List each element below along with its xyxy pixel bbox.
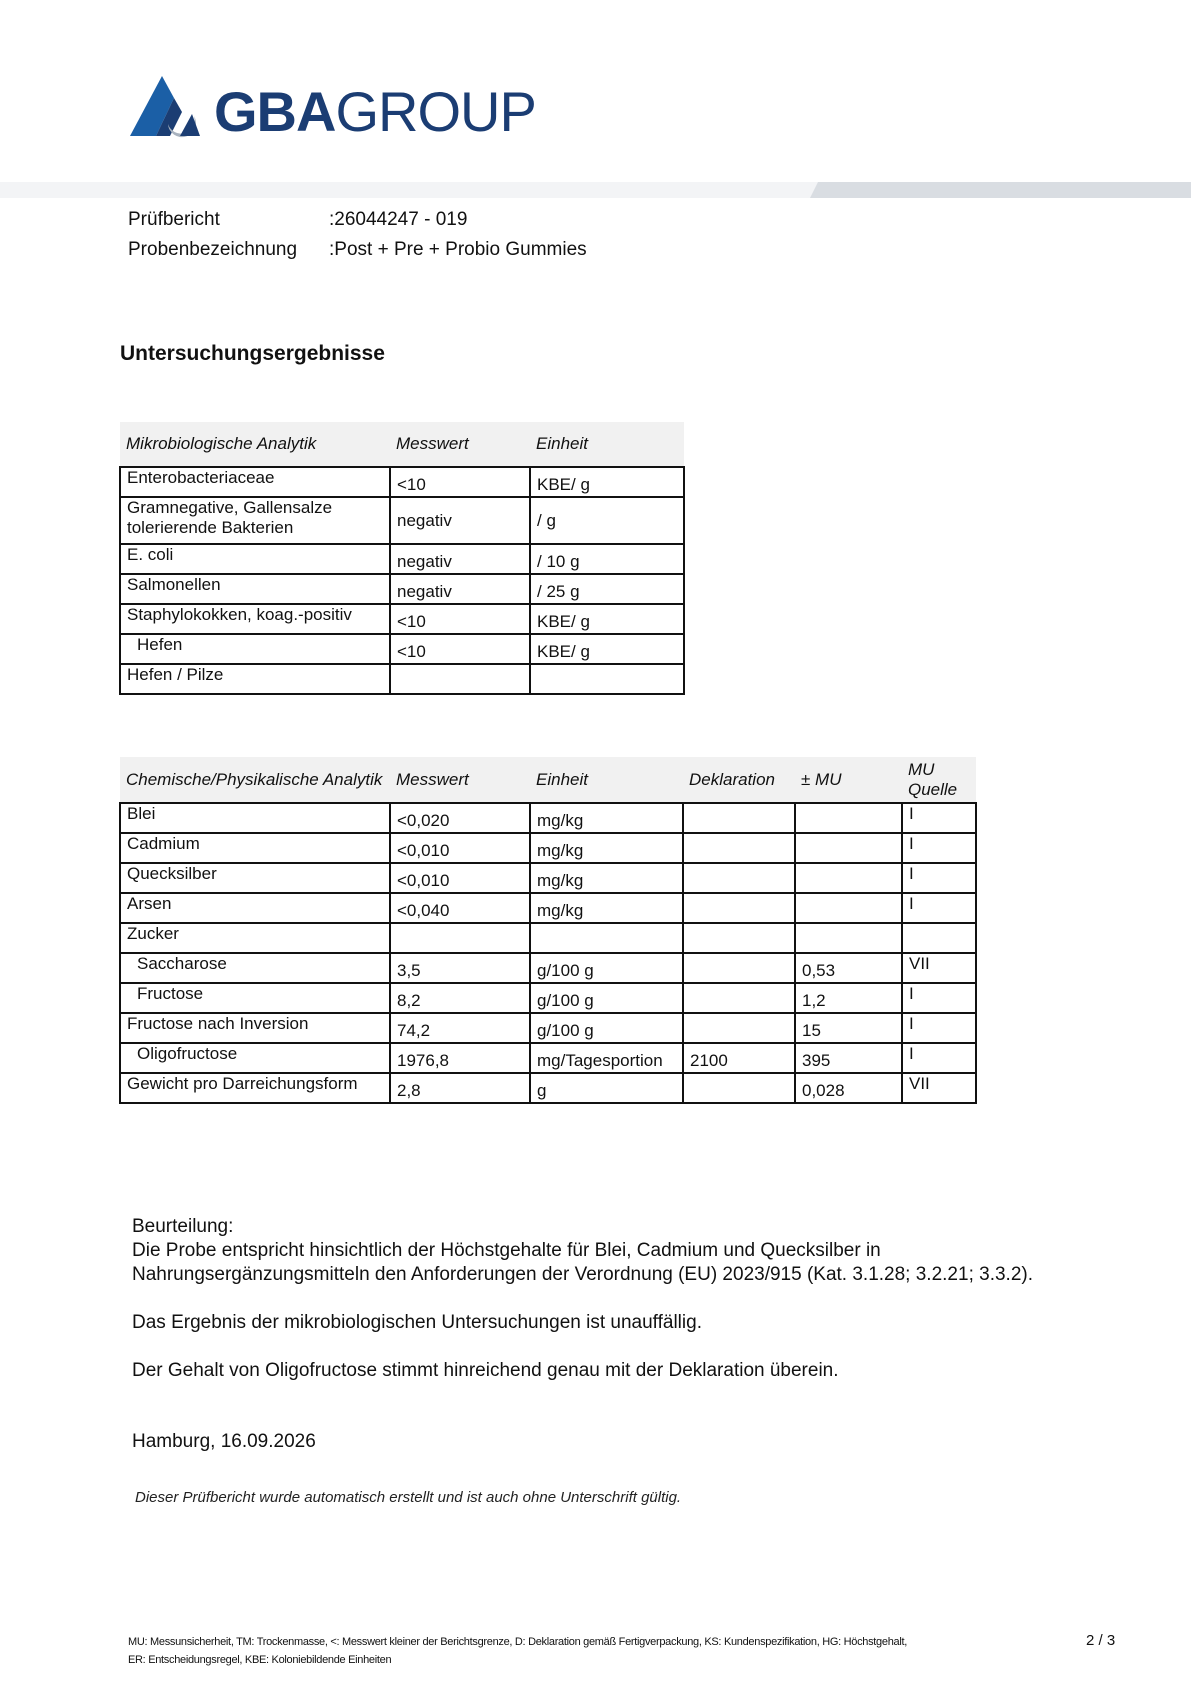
footer-line: MU: Messunsicherheit, TM: Trockenmasse, <: Messwert kleiner der Berichtsgrenze, D: Deklaration gemäß Fertigverpackung, KS: Kundenspezifikation, HG: Höchstgehalt, bbox=[128, 1636, 907, 1648]
chem-mu-source: VII bbox=[902, 1073, 976, 1103]
table-row bbox=[120, 1013, 976, 1043]
micro-unit: KBE/ g bbox=[530, 634, 684, 664]
chem-mu bbox=[795, 803, 902, 833]
chem-header: Chemische/Physikalische Analytik bbox=[120, 757, 390, 803]
micro-header: Mikrobiologische Analytik bbox=[120, 422, 390, 467]
chem-declaration bbox=[683, 893, 795, 923]
micro-header: Messwert bbox=[390, 422, 530, 467]
micro-unit bbox=[530, 664, 684, 694]
chem-value: <0,020 bbox=[390, 803, 530, 833]
table-row bbox=[120, 544, 684, 574]
logo-brand-bold: GBA bbox=[214, 80, 336, 143]
chem-unit: g/100 g bbox=[530, 1013, 683, 1043]
chem-header: Einheit bbox=[530, 757, 683, 803]
chem-mu: 395 bbox=[795, 1043, 902, 1073]
chem-declaration bbox=[683, 833, 795, 863]
micro-analyte: Enterobacteriaceae bbox=[120, 467, 390, 497]
chem-declaration bbox=[683, 923, 795, 953]
report-label: Prüfbericht bbox=[128, 209, 220, 230]
micro-value: negativ bbox=[390, 544, 530, 574]
micro-analyte: Gramnegative, Gallensalze tolerierende Bakterien bbox=[120, 497, 390, 544]
chem-mu bbox=[795, 863, 902, 893]
chem-header: ± MU bbox=[795, 757, 902, 803]
sample-value: :Post + Pre + Probio Gummies bbox=[329, 239, 587, 260]
chem-mu bbox=[795, 923, 902, 953]
chem-declaration bbox=[683, 803, 795, 833]
chem-analyte: Quecksilber bbox=[120, 863, 390, 893]
assessment-paragraph: Der Gehalt von Oligofructose stimmt hinreichend genau mit der Deklaration überein. bbox=[132, 1360, 839, 1381]
chem-mu-source: I bbox=[902, 833, 976, 863]
chem-mu: 0,028 bbox=[795, 1073, 902, 1103]
table-row bbox=[120, 574, 684, 604]
header-band bbox=[0, 182, 1191, 198]
chem-declaration bbox=[683, 953, 795, 983]
assessment-paragraph: Die Probe entspricht hinsichtlich der Höchstgehalte für Blei, Cadmium und Quecksilber in Nahrungsergänzungsmitteln den Anforderungen der Verordnung (EU) 2023/915 (Kat. 3.1.28; 3.2.21; 3.3.2). bbox=[132, 1240, 1033, 1285]
micro-value: negativ bbox=[390, 497, 530, 544]
chem-mu-source: I bbox=[902, 893, 976, 923]
table-row bbox=[120, 497, 684, 544]
chem-header: Deklaration bbox=[683, 757, 795, 803]
auto-generated-note: Dieser Prüfbericht wurde automatisch erstellt und ist auch ohne Unterschrift gültig. bbox=[135, 1489, 682, 1506]
chem-declaration bbox=[683, 1073, 795, 1103]
chem-mu: 1,2 bbox=[795, 983, 902, 1013]
chem-unit: mg/kg bbox=[530, 863, 683, 893]
chem-mu-source: I bbox=[902, 1013, 976, 1043]
chem-value bbox=[390, 923, 530, 953]
table-row bbox=[120, 893, 976, 923]
chem-analyte: Fructose bbox=[120, 983, 390, 1013]
micro-analyte: Hefen / Pilze bbox=[120, 664, 390, 694]
chem-header-row bbox=[120, 757, 976, 803]
table-row bbox=[120, 664, 684, 694]
micro-analyte: Salmonellen bbox=[120, 574, 390, 604]
chem-analyte: Oligofructose bbox=[120, 1043, 390, 1073]
report-value: :26044247 - 019 bbox=[329, 209, 468, 230]
chem-analyte: Arsen bbox=[120, 893, 390, 923]
micro-unit: / g bbox=[530, 497, 684, 544]
micro-value: <10 bbox=[390, 467, 530, 497]
chem-header: MU Quelle bbox=[902, 757, 976, 803]
logo-wordmark bbox=[214, 82, 536, 142]
table-row bbox=[120, 953, 976, 983]
chem-value: 1976,8 bbox=[390, 1043, 530, 1073]
micro-value bbox=[390, 664, 530, 694]
micro-analyte: E. coli bbox=[120, 544, 390, 574]
chem-declaration: 2100 bbox=[683, 1043, 795, 1073]
chem-unit: g bbox=[530, 1073, 683, 1103]
footer-legend bbox=[128, 1633, 988, 1669]
assessment-paragraph: Das Ergebnis der mikrobiologischen Untersuchungen ist unauffällig. bbox=[132, 1312, 702, 1333]
chem-value: <0,040 bbox=[390, 893, 530, 923]
chem-value: 74,2 bbox=[390, 1013, 530, 1043]
logo-brand-light: GROUP bbox=[335, 80, 536, 143]
micro-header-row bbox=[120, 422, 684, 467]
chem-unit: g/100 g bbox=[530, 983, 683, 1013]
chem-analyte: Blei bbox=[120, 803, 390, 833]
chem-value: <0,010 bbox=[390, 863, 530, 893]
chem-value: 2,8 bbox=[390, 1073, 530, 1103]
chem-mu bbox=[795, 833, 902, 863]
chem-mu-source: I bbox=[902, 983, 976, 1013]
table-row bbox=[120, 1073, 976, 1103]
micro-value: <10 bbox=[390, 604, 530, 634]
chem-mu-source: I bbox=[902, 803, 976, 833]
gba-mountain-icon bbox=[130, 76, 210, 138]
sample-label: Probenbezeichnung bbox=[128, 239, 298, 260]
chem-analyte: Gewicht pro Darreichungsform bbox=[120, 1073, 390, 1103]
table-row bbox=[120, 863, 976, 893]
micro-unit: / 10 g bbox=[530, 544, 684, 574]
table-row bbox=[120, 604, 684, 634]
chem-unit bbox=[530, 923, 683, 953]
chem-analyte: Cadmium bbox=[120, 833, 390, 863]
chem-unit: mg/Tagesportion bbox=[530, 1043, 683, 1073]
micro-value: <10 bbox=[390, 634, 530, 664]
table-row bbox=[120, 923, 976, 953]
micro-value: negativ bbox=[390, 574, 530, 604]
chem-unit: g/100 g bbox=[530, 953, 683, 983]
chem-mu: 0,53 bbox=[795, 953, 902, 983]
chem-analyte: Saccharose bbox=[120, 953, 390, 983]
table-row bbox=[120, 634, 684, 664]
chem-mu-source: I bbox=[902, 863, 976, 893]
chem-analyte: Fructose nach Inversion bbox=[120, 1013, 390, 1043]
chem-value: <0,010 bbox=[390, 833, 530, 863]
section-title: Untersuchungsergebnisse bbox=[120, 342, 385, 365]
micro-analyte: Hefen bbox=[120, 634, 390, 664]
assessment-block bbox=[132, 1215, 1092, 1383]
chem-table bbox=[119, 757, 977, 1104]
place-date: Hamburg, 16.09.2026 bbox=[132, 1431, 316, 1452]
page-number: 2 / 3 bbox=[1086, 1632, 1116, 1649]
micro-table bbox=[119, 422, 685, 695]
micro-unit: KBE/ g bbox=[530, 467, 684, 497]
chem-declaration bbox=[683, 863, 795, 893]
table-row bbox=[120, 833, 976, 863]
table-row bbox=[120, 1043, 976, 1073]
chem-declaration bbox=[683, 983, 795, 1013]
chem-mu-source bbox=[902, 923, 976, 953]
chem-header: Messwert bbox=[390, 757, 530, 803]
chem-mu-source: VII bbox=[902, 953, 976, 983]
footer-line: ER: Entscheidungsregel, KBE: Koloniebildende Einheiten bbox=[128, 1654, 392, 1666]
chem-unit: mg/kg bbox=[530, 833, 683, 863]
assessment-heading: Beurteilung: bbox=[132, 1216, 234, 1237]
table-row bbox=[120, 467, 684, 497]
micro-unit: / 25 g bbox=[530, 574, 684, 604]
micro-unit: KBE/ g bbox=[530, 604, 684, 634]
chem-value: 3,5 bbox=[390, 953, 530, 983]
chem-declaration bbox=[683, 1013, 795, 1043]
chem-unit: mg/kg bbox=[530, 803, 683, 833]
chem-value: 8,2 bbox=[390, 983, 530, 1013]
table-row bbox=[120, 983, 976, 1013]
micro-analyte: Staphylokokken, koag.-positiv bbox=[120, 604, 390, 634]
table-row bbox=[120, 803, 976, 833]
micro-header: Einheit bbox=[530, 422, 684, 467]
chem-unit: mg/kg bbox=[530, 893, 683, 923]
chem-analyte: Zucker bbox=[120, 923, 390, 953]
gba-group-logo bbox=[130, 76, 560, 146]
chem-mu bbox=[795, 893, 902, 923]
chem-mu-source: I bbox=[902, 1043, 976, 1073]
chem-mu: 15 bbox=[795, 1013, 902, 1043]
